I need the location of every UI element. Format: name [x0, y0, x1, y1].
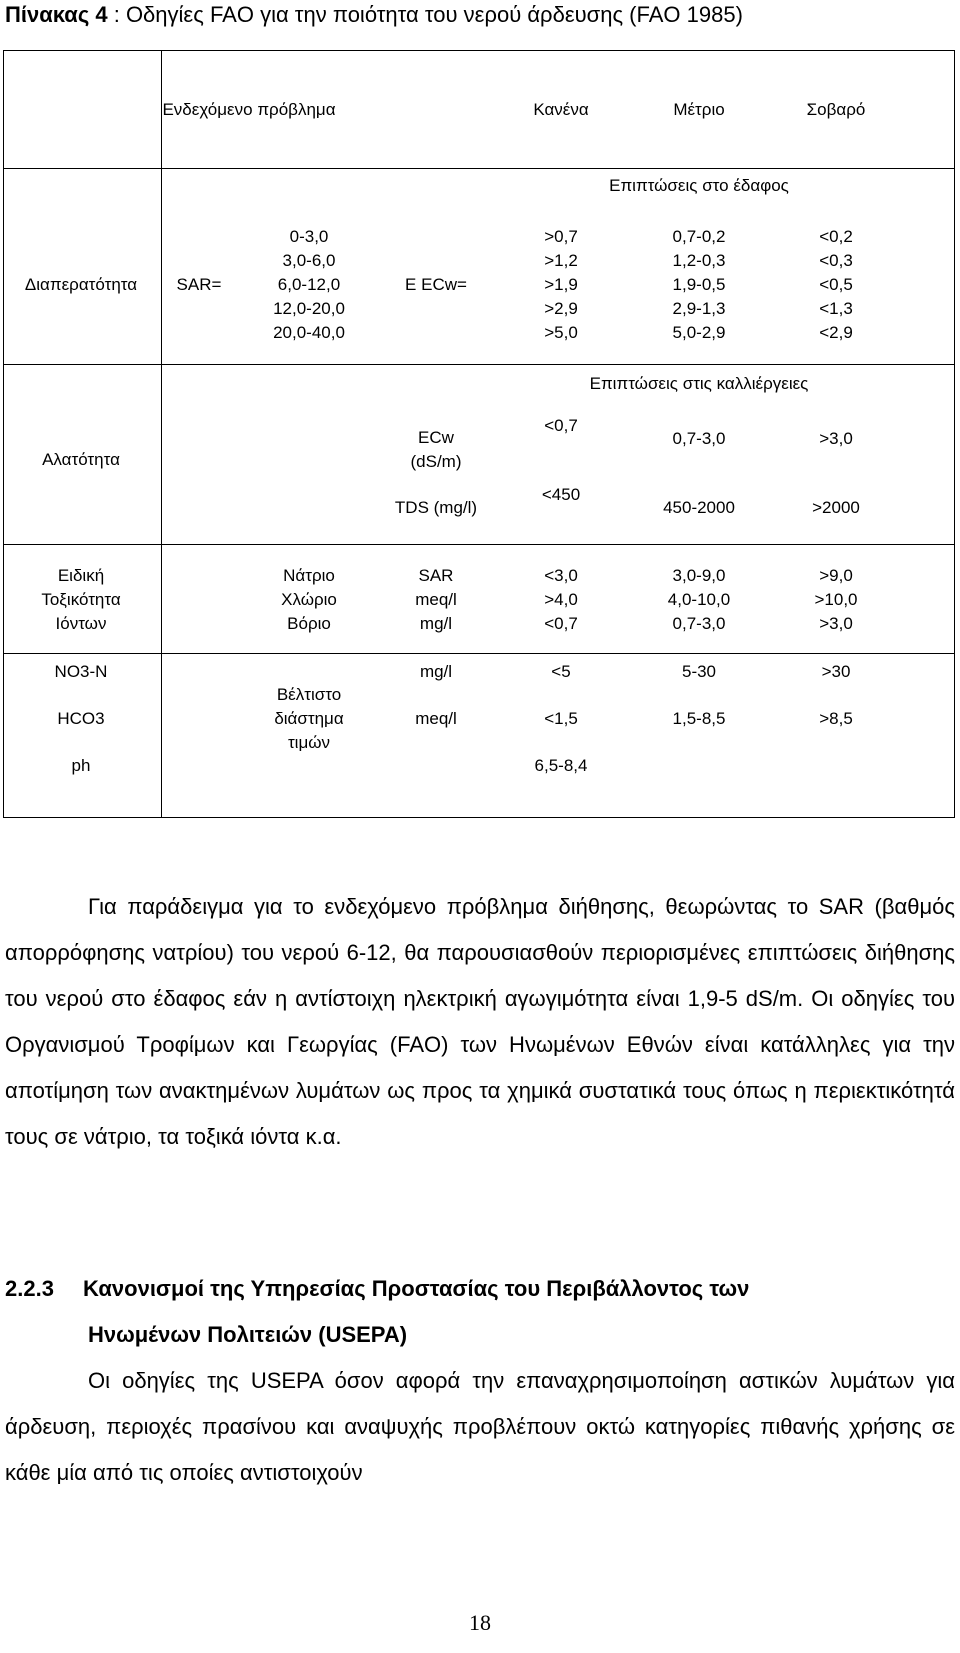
body-paragraph: Για παράδειγμα για το ενδεχόμενο πρόβλημα διήθησης, θεωρώντας το SAR (βαθμός απορρόφησης νατρίου) του νερού 6-12, θα παρουσιασθούν περιορισμένες επιπτώσεις διήθησης του νερού στο έδαφος εάν η αντίστοιχη ηλεκτρική αγωγιμότητα είναι 1,9-5 dS/m. Οι οδηγίες του Οργανισμού Τροφίμων και Γεωργίας (FAO) των Ηνωμένων Εθνών είναι κατάλληλες για την αποτίμηση των ανακτημένων λυμάτων ως προς τα χημικά συστατικά τους όπως η περιεκτικότητά τους σε νάτριο, τα τοξικά ιόντα κ.α. [5, 894, 955, 1149]
table-border-top [3, 50, 955, 51]
table-border-right [954, 50, 955, 818]
optimal-range-label [274, 683, 343, 755]
ecw-unit [411, 426, 462, 474]
toxicity-moderate [668, 564, 730, 636]
misc-moderate-value: 5-30 [681, 662, 717, 681]
misc-moderate-value: 1,5-8,5 [672, 709, 726, 728]
optimal-range-line: τιμών [287, 733, 331, 752]
header-none: Κανένα [533, 100, 589, 119]
ecw-label: E ECw= [405, 275, 467, 294]
permeability-none [544, 225, 578, 345]
table-row-divider [3, 544, 955, 545]
header-problem: Ενδεχόμενο πρόβλημα [162, 100, 336, 119]
sar-range: 0-3,0 [289, 227, 329, 246]
misc-severe-value: >30 [821, 662, 851, 681]
sar-range: 6,0-12,0 [277, 275, 341, 294]
toxicity-none-value: <0,7 [544, 614, 578, 633]
permeability-moderate-value: 5,0-2,9 [672, 323, 726, 342]
sar-range: 20,0-40,0 [273, 323, 345, 342]
permeability-moderate [673, 225, 726, 345]
toxicity-unit: SAR [418, 566, 454, 585]
sar-range: 12,0-20,0 [273, 299, 345, 318]
sar-range: 3,0-6,0 [282, 251, 336, 270]
ion-name: Νάτριο [283, 566, 335, 585]
header-moderate: Μέτριο [673, 100, 725, 119]
permeability-label: Διαπερατότητα [24, 275, 138, 294]
table-col-divider [161, 50, 162, 818]
sar-label: SAR= [176, 275, 222, 294]
ecw-unit-line: (dS/m) [410, 452, 462, 471]
header-severe: Σοβαρό [806, 100, 866, 119]
misc-unit-mgl: mg/l [419, 662, 453, 681]
optimal-range-line: διάστημα [274, 709, 344, 728]
section-heading [5, 1266, 749, 1358]
sar-ranges [273, 225, 345, 345]
permeability-moderate-value: 0,7-0,2 [672, 227, 726, 246]
toxicity-label-line: Ειδική [57, 566, 105, 585]
ion-name: Βόριο [287, 614, 331, 633]
toxicity-label [41, 564, 120, 636]
section-title-line: Κανονισμοί της Υπηρεσίας Προστασίας του Περιβάλλοντος των [83, 1276, 750, 1301]
misc-none-value: <1,5 [544, 709, 578, 728]
salinity-ecw-moderate: 0,7-3,0 [672, 429, 726, 448]
permeability-severe-value: <1,3 [819, 299, 853, 318]
optimal-range-line: Βέλτιστο [276, 685, 342, 704]
toxicity-unit: meq/l [415, 590, 457, 609]
permeability-none-value: >2,9 [544, 299, 578, 318]
toxicity-severe-value: >9,0 [819, 566, 853, 585]
toxicity-label-line: Τοξικότητα [41, 590, 121, 609]
misc-none-value: 6,5-8,4 [534, 756, 588, 775]
section-number: 2.2.3 [5, 1276, 54, 1301]
misc-none-value: <5 [551, 662, 571, 681]
ecw-unit-line: ECw [418, 428, 454, 447]
toxicity-unit: mg/l [419, 614, 453, 633]
permeability-none-value: >5,0 [544, 323, 578, 342]
misc-severe-value: >8,5 [819, 709, 853, 728]
table-row-divider [3, 168, 955, 169]
table-row-divider [3, 653, 955, 654]
toxicity-units [415, 564, 457, 636]
salinity-ecw-severe: >3,0 [819, 429, 853, 448]
permeability-moderate-value: 1,9-0,5 [672, 275, 726, 294]
tds-unit: TDS (mg/l) [394, 498, 478, 517]
misc-unit-meql: meq/l [415, 709, 457, 728]
soil-effects-heading: Επιπτώσεις στο έδαφος [609, 176, 789, 195]
toxicity-none [544, 564, 578, 636]
page-number: 18 [469, 1610, 491, 1635]
table-caption [5, 2, 743, 28]
salinity-tds-moderate: 450-2000 [663, 498, 735, 517]
toxicity-ions [281, 564, 337, 636]
table-caption-text: : Οδηγίες FAO για την ποιότητα του νερού άρδευσης (FAO 1985) [107, 2, 743, 27]
crop-effects-heading: Επιπτώσεις στις καλλιέργειες [589, 374, 809, 393]
param-no3n: NO3-N [54, 662, 108, 681]
toxicity-moderate-value: 3,0-9,0 [672, 566, 726, 585]
ion-name: Χλώριο [281, 590, 337, 609]
toxicity-none-value: >4,0 [544, 590, 578, 609]
permeability-none-value: >1,2 [544, 251, 578, 270]
toxicity-moderate-value: 0,7-3,0 [672, 614, 726, 633]
permeability-none-value: >1,9 [544, 275, 578, 294]
permeability-severe-value: <0,2 [819, 227, 853, 246]
toxicity-moderate-value: 4,0-10,0 [667, 590, 731, 609]
permeability-severe-value: <0,3 [819, 251, 853, 270]
table-border-left [3, 50, 4, 818]
fao-water-quality-table [3, 50, 955, 818]
salinity-label: Αλατότητα [42, 450, 120, 469]
param-hco3: HCO3 [57, 709, 105, 728]
param-ph: ph [71, 756, 91, 775]
permeability-none-value: >0,7 [544, 227, 578, 246]
toxicity-none-value: <3,0 [544, 566, 578, 585]
body-paragraph: Οι οδηγίες της USEPA όσον αφορά την επαναχρησιμοποίηση αστικών λυμάτων για άρδευση, περιοχές πρασίνου και αναψυχής προβλέπουν οκτώ κατηγορίες πιθανής χρήσης σε κάθε μία από τις οποίες αντιστοιχούν [5, 1368, 955, 1485]
table-caption-label: Πίνακας 4 [5, 2, 108, 27]
toxicity-severe-value: >10,0 [814, 590, 858, 609]
toxicity-label-line: Ιόντων [55, 614, 107, 633]
permeability-moderate-value: 2,9-1,3 [672, 299, 726, 318]
salinity-ecw-none: <0,7 [544, 416, 578, 435]
table-border-bottom [3, 817, 955, 818]
salinity-tds-severe: >2000 [812, 498, 860, 517]
permeability-severe-value: <0,5 [819, 275, 853, 294]
table-row-divider [3, 364, 955, 365]
toxicity-severe [814, 564, 857, 636]
toxicity-severe-value: >3,0 [819, 614, 853, 633]
permeability-moderate-value: 1,2-0,3 [672, 251, 726, 270]
permeability-severe [819, 225, 853, 345]
permeability-severe-value: <2,9 [819, 323, 853, 342]
salinity-tds-none: <450 [541, 485, 581, 504]
section-title-line: Ηνωμένων Πολιτειών (USEPA) [88, 1322, 408, 1347]
